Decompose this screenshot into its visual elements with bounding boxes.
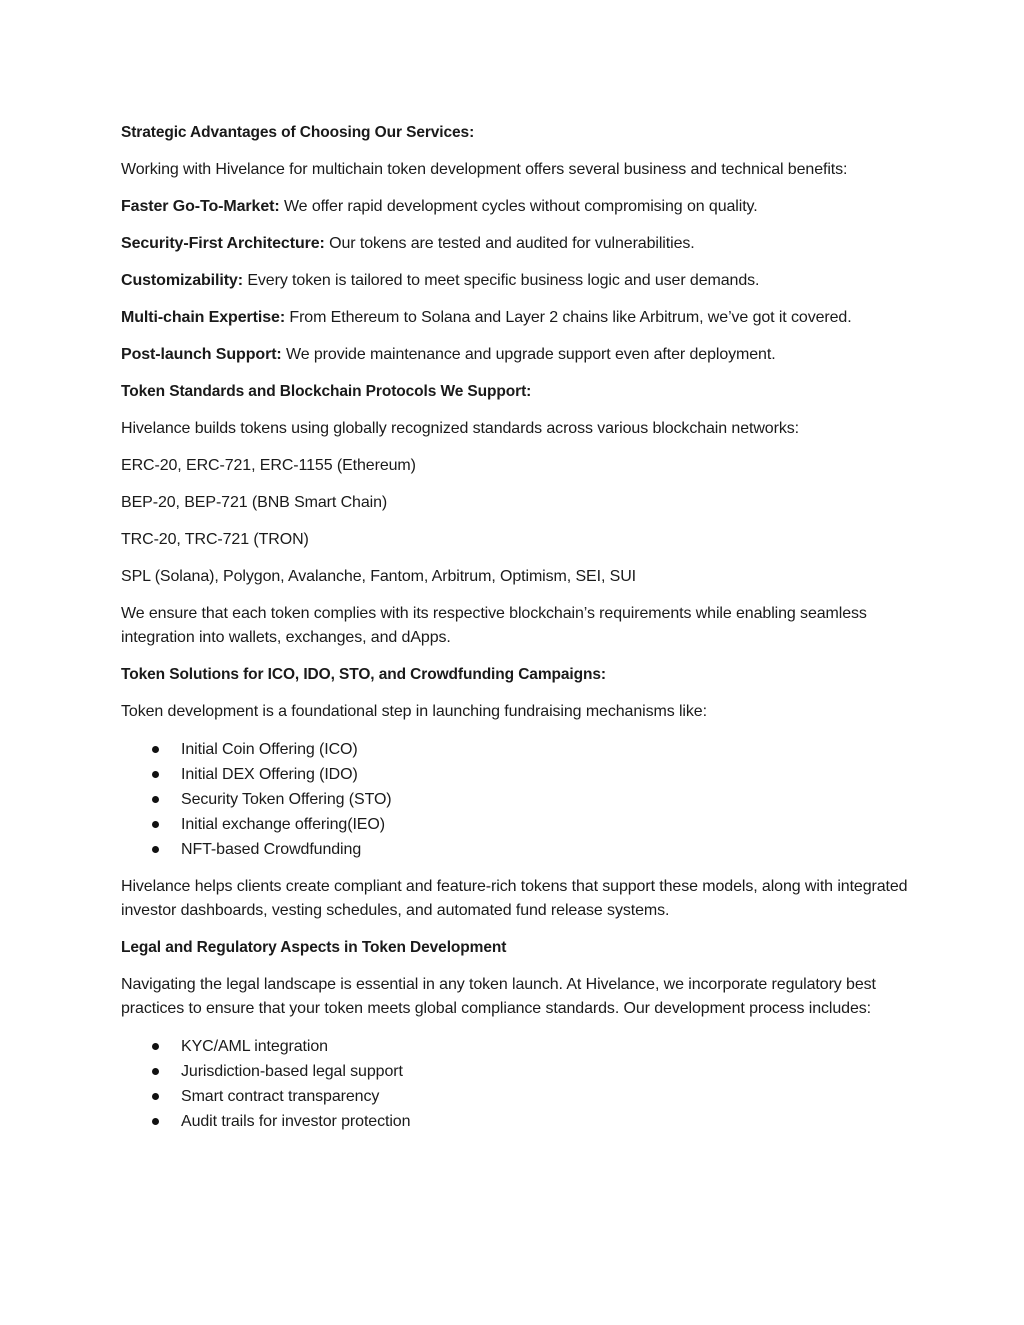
fundraising-closing: Hivelance helps clients create compliant and feature-rich tokens that support these models, along with integrated investor dashboards, vesting schedules, and automated fund release systems. — [121, 878, 908, 919]
list-item — [121, 837, 911, 862]
list-item-text: Security Token Offering (STO) — [181, 791, 392, 808]
standards-line: SPL (Solana), Polygon, Avalanche, Fantom, Arbitrum, Optimism, SEI, SUI — [121, 568, 637, 585]
list-item — [121, 812, 911, 837]
fundraising-heading: Token Solutions for ICO, IDO, STO, and Crowdfunding Campaigns: — [121, 666, 606, 683]
standards-closing: We ensure that each token complies with its respective blockchain’s requirements while enabling seamless integration into wallets, exchanges, and dApps. — [121, 605, 867, 646]
fundraising-intro: Token development is a foundational step in launching fundraising mechanisms like: — [121, 703, 707, 720]
list-item — [121, 1059, 911, 1084]
advantages-heading: Strategic Advantages of Choosing Our Services: — [121, 124, 475, 141]
list-item-text: Initial Coin Offering (ICO) — [181, 741, 358, 758]
list-item-text: Audit trails for investor protection — [181, 1113, 411, 1130]
advantages-intro: Working with Hivelance for multichain token development offers several business and technical benefits: — [121, 161, 848, 178]
advantage-text: Our tokens are tested and audited for vulnerabilities. — [324, 235, 695, 252]
advantage-label: Security-First Architecture: — [121, 235, 325, 252]
bullet-icon — [152, 1093, 159, 1100]
advantage-item — [121, 343, 911, 367]
bullet-icon — [152, 821, 159, 828]
bullet-icon — [152, 796, 159, 803]
bullet-icon — [152, 1118, 159, 1125]
list-item-text: Smart contract transparency — [181, 1088, 380, 1105]
list-item — [121, 1084, 911, 1109]
advantage-label: Customizability: — [121, 272, 243, 289]
standards-line: BEP-20, BEP-721 (BNB Smart Chain) — [121, 494, 388, 511]
bullet-icon — [152, 771, 159, 778]
list-item-text: Initial DEX Offering (IDO) — [181, 766, 358, 783]
advantage-label: Multi-chain Expertise: — [121, 309, 286, 326]
list-item — [121, 737, 911, 762]
advantage-item — [121, 269, 911, 293]
bullet-icon — [152, 846, 159, 853]
document-page — [121, 121, 911, 1147]
advantage-label: Post-launch Support: — [121, 346, 282, 363]
list-item-text: NFT-based Crowdfunding — [181, 841, 362, 858]
advantage-item — [121, 195, 911, 219]
bullet-icon — [152, 746, 159, 753]
advantage-text: Every token is tailored to meet specific business logic and user demands. — [242, 272, 760, 289]
legal-bullet-list — [121, 1034, 911, 1134]
standards-line: ERC-20, ERC-721, ERC-1155 (Ethereum) — [121, 457, 416, 474]
list-item — [121, 762, 911, 787]
advantage-item — [121, 232, 911, 256]
list-item — [121, 787, 911, 812]
advantage-item — [121, 306, 911, 330]
bullet-icon — [152, 1068, 159, 1075]
advantage-text: We provide maintenance and upgrade support even after deployment. — [281, 346, 776, 363]
fundraising-bullet-list — [121, 737, 911, 862]
legal-heading: Legal and Regulatory Aspects in Token Development — [121, 939, 507, 956]
advantage-text: From Ethereum to Solana and Layer 2 chains like Arbitrum, we’ve got it covered. — [285, 309, 852, 326]
bullet-icon — [152, 1043, 159, 1050]
standards-heading: Token Standards and Blockchain Protocols We Support: — [121, 383, 532, 400]
standards-line: TRC-20, TRC-721 (TRON) — [121, 531, 309, 548]
advantage-label: Faster Go-To-Market: — [121, 198, 280, 215]
advantage-text: We offer rapid development cycles without compromising on quality. — [279, 198, 758, 215]
list-item-text: Initial exchange offering(IEO) — [181, 816, 385, 833]
list-item-text: KYC/AML integration — [181, 1038, 328, 1055]
standards-intro: Hivelance builds tokens using globally recognized standards across various blockchain networks: — [121, 420, 799, 437]
legal-intro: Navigating the legal landscape is essential in any token launch. At Hivelance, we incorporate regulatory best practices to ensure that your token meets global compliance standards. Our development process includes: — [121, 976, 876, 1017]
list-item — [121, 1109, 911, 1134]
list-item — [121, 1034, 911, 1059]
list-item-text: Jurisdiction-based legal support — [181, 1063, 403, 1080]
